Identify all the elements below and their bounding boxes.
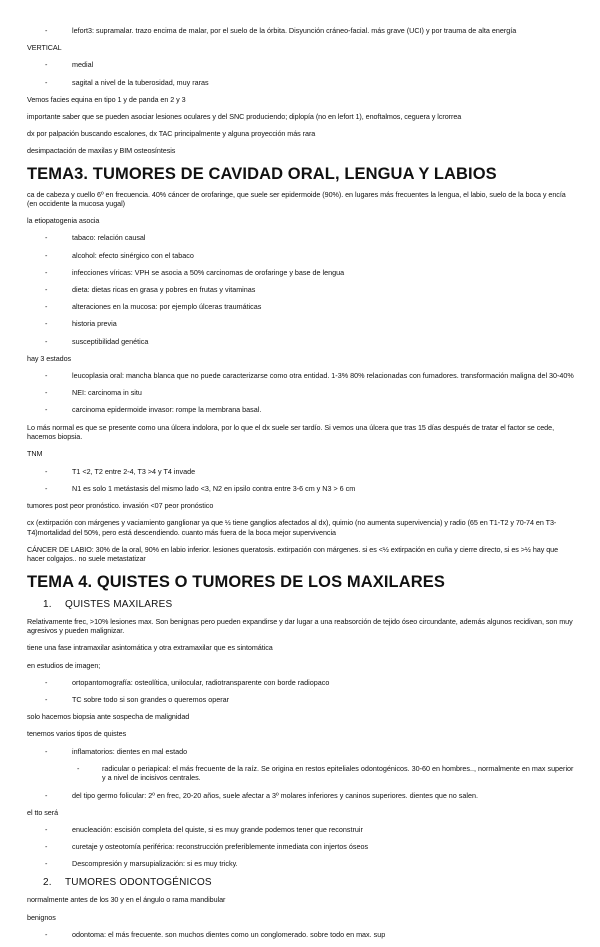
sub-list-item — [27, 764, 575, 783]
paragraph: solo hacemos biopsia ante sospecha de malignidad — [27, 712, 190, 722]
list-item — [27, 251, 575, 261]
list-dash: - — [45, 859, 48, 869]
list-dash: - — [45, 250, 48, 260]
subsection-title: QUISTES MAXILARES — [65, 598, 173, 610]
list-item — [27, 233, 575, 243]
list-item — [27, 484, 575, 494]
list-dash: - — [45, 929, 48, 939]
list-item-text: odontoma: el más frecuente. son muchos dientes como un conglomerado. sobre todo en max. sup — [72, 929, 386, 939]
paragraph: VERTICAL — [27, 43, 62, 53]
list-item — [27, 268, 575, 278]
list-item — [27, 678, 575, 688]
list-item — [27, 78, 575, 88]
paragraph: TNM — [27, 449, 43, 459]
list-dash: - — [45, 302, 48, 312]
paragraph: cx (extirpación con márgenes y vaciamiento ganglionar ya que ½ tiene ganglios afectados al dx), quimio (no aumenta supervivencia) y radio (65 en T1-T2 y 70-74 en T3-T4)mortalidad del 50%, pero está descendiendo. cuanto más fuera de la boca mejor supervivencia — [27, 518, 557, 537]
list-dash: - — [45, 790, 48, 800]
list-item-text: T1 <2, T2 entre 2-4, T3 >4 y T4 invade — [72, 466, 196, 476]
list-dash: - — [45, 336, 48, 346]
subsection-heading — [43, 598, 575, 611]
list-item-text: N1 es solo 1 metástasis del mismo lado <3, N2 en ipsilo contra entre 3-6 cm y N3 > 6 cm — [72, 483, 356, 493]
list-item-text: susceptibilidad genética — [72, 336, 149, 346]
paragraph: el tto será — [27, 807, 59, 817]
subsection-title: TUMORES ODONTOGÉNICOS — [65, 877, 212, 889]
list-item-text: inflamatorios: dientes en mal estado — [72, 746, 188, 756]
list-item — [27, 747, 575, 757]
list-item-text: medial — [72, 60, 94, 70]
list-dash: - — [45, 77, 48, 87]
paragraph: tenemos varios tipos de quistes — [27, 729, 127, 739]
list-item — [27, 337, 575, 347]
subsection-number: 1. — [43, 598, 52, 610]
list-dash: - — [45, 842, 48, 852]
list-dash: - — [45, 233, 48, 243]
paragraph: hay 3 estados — [27, 353, 72, 363]
paragraph: ca de cabeza y cuello 6º en frecuencia. 40% cáncer de orofaringe, que suele ser epidermoide (90%). en lugares más frecuentes la lengua, el labio, suelo de la boca y encía (en occidente la mucosa yugal) — [27, 189, 566, 209]
list-item-text: ortopantomografía: osteolítica, unilocular, radiotransparente con borde radiopaco — [72, 677, 330, 687]
list-dash: - — [45, 483, 48, 493]
list-dash: - — [45, 60, 48, 70]
subsection-heading — [43, 876, 575, 889]
paragraph: importante saber que se pueden asociar lesiones oculares y del SNC produciendo; diplopía (no en lefort 1), enoftalmos, ceguera y lcrorrea — [27, 111, 462, 121]
list-item — [27, 930, 575, 940]
paragraph: dx por palpación buscando escalones, dx TAC principalmente y alguna proyección más rara — [27, 129, 316, 139]
list-item — [27, 467, 575, 477]
paragraph: Lo más normal es que se presente como una úlcera indolora, por lo que el dx suele ser tardío. Si vemos una úlcera que tras 15 días después de tratar el factor se cede, hacemos biopsia. — [27, 422, 555, 442]
list-dash: - — [45, 388, 48, 398]
list-dash: - — [45, 677, 48, 687]
list-item-text: del tipo germo folicular: 2º en frec, 20-20 años, suele afectar a 3º molares inferiores y caninos superiores. dientes que no salen. — [72, 790, 478, 800]
list-item-text: alteraciones en la mucosa: por ejemplo úlceras traumáticas — [72, 302, 262, 312]
list-dash: - — [45, 26, 48, 35]
paragraph: tumores post peor pronóstico. invasión <07 peor pronóstico — [27, 500, 214, 510]
list-item — [27, 859, 575, 869]
list-item — [27, 26, 575, 36]
paragraph: la etiopatogenia asocia — [27, 216, 100, 226]
list-item — [27, 791, 575, 801]
list-dash: - — [45, 405, 48, 415]
list-item-text: infecciones víricas: VPH se asocia a 50% carcinomas de orofaringe y base de lengua — [72, 267, 345, 277]
list-dash: - — [45, 746, 48, 756]
list-item — [27, 371, 575, 381]
list-dash: - — [45, 267, 48, 277]
paragraph: Vemos facies equina en tipo 1 y de panda en 2 y 3 — [27, 94, 186, 104]
list-item-text: alcohol: efecto sinérgico con el tabaco — [72, 250, 194, 260]
list-item — [27, 842, 575, 852]
list-item-text: lefort3: supramalar. trazo encima de malar, por el suelo de la órbita. Disyunción cráneo-facial. más grave (UCI) y por trauma de alta energía — [72, 26, 517, 35]
list-dash: - — [45, 370, 48, 380]
paragraph: tiene una fase intramaxilar asintomática y otra extramaxilar que es sintomática — [27, 643, 273, 653]
list-item-text: tabaco: relación causal — [72, 233, 146, 243]
list-dash: - — [45, 466, 48, 476]
paragraph: benignos — [27, 912, 56, 922]
subsection-number: 2. — [43, 877, 52, 889]
list-item — [27, 695, 575, 705]
section-heading: TEMA 4. QUISTES O TUMORES DE LOS MAXILARES — [27, 572, 445, 591]
paragraph: CÁNCER DE LABIO: 30% de la oral, 90% en labio inferior. lesiones queratosis. extirpación con márgenes. si es <½ extirpación en cuña y cierre directo, si es >½ hay que hacer colgajos.. no suele metastatizar — [27, 544, 559, 564]
paragraph: normalmente antes de los 30 y en el ángulo o rama mandibular — [27, 895, 226, 905]
list-dash: - — [77, 763, 80, 773]
list-item — [27, 60, 575, 70]
list-item-text: NEI: carcinoma in situ — [72, 388, 142, 398]
list-item-text: carcinoma epidermoide invasor: rompe la membrana basal. — [72, 405, 262, 415]
list-item-text: dieta: dietas ricas en grasa y pobres en frutas y vitaminas — [72, 285, 256, 295]
paragraph: en estudios de imagen; — [27, 660, 101, 670]
list-item — [27, 285, 575, 295]
list-item-text: Descompresión y marsupialización: si es muy tricky. — [72, 859, 238, 869]
list-dash: - — [45, 319, 48, 329]
list-dash: - — [45, 694, 48, 704]
list-dash: - — [45, 824, 48, 834]
list-item-text: sagital a nivel de la tuberosidad, muy raras — [72, 77, 209, 87]
paragraph: Relativamente frec, >10% lesiones max. Son benignas pero pueden expandirse y dar lugar a una reabsorción de tejido óseo circundante, además algunos recidivan, son muy agresivos y pueden malignizar. — [27, 616, 573, 636]
section-heading: TEMA3. TUMORES DE CAVIDAD ORAL, LENGUA Y LABIOS — [27, 164, 497, 183]
list-item — [27, 405, 575, 415]
paragraph: desimpactación de maxilas y BIM osteosíntesis — [27, 146, 176, 156]
list-item — [27, 825, 575, 835]
list-item — [27, 302, 575, 312]
list-item — [27, 319, 575, 329]
list-item-text: radicular o periapical: el más frecuente de la raíz. Se origina en restos epiteliales odontogénicos. 30-60 en hombres.., normalmente en max superior y a nivel de incisivos centrales. — [102, 763, 574, 783]
list-item-text: historia previa — [72, 319, 117, 329]
list-item-text: TC sobre todo si son grandes o queremos operar — [72, 694, 230, 704]
list-item-text: curetaje y osteotomía periférica: reconstrucción preferiblemente inmediata con injertos óseos — [72, 842, 369, 852]
list-item-text: leucoplasia oral: mancha blanca que no puede caracterizarse como otra entidad. 1-3% 80% relacionadas con fumadores. transformación maligna del 30-40% — [72, 370, 574, 380]
document-page — [27, 26, 575, 947]
list-dash: - — [45, 285, 48, 295]
list-item-text: enucleación: escisión completa del quiste, si es muy grande podemos tener que reconstruir — [72, 824, 363, 834]
list-item — [27, 388, 575, 398]
